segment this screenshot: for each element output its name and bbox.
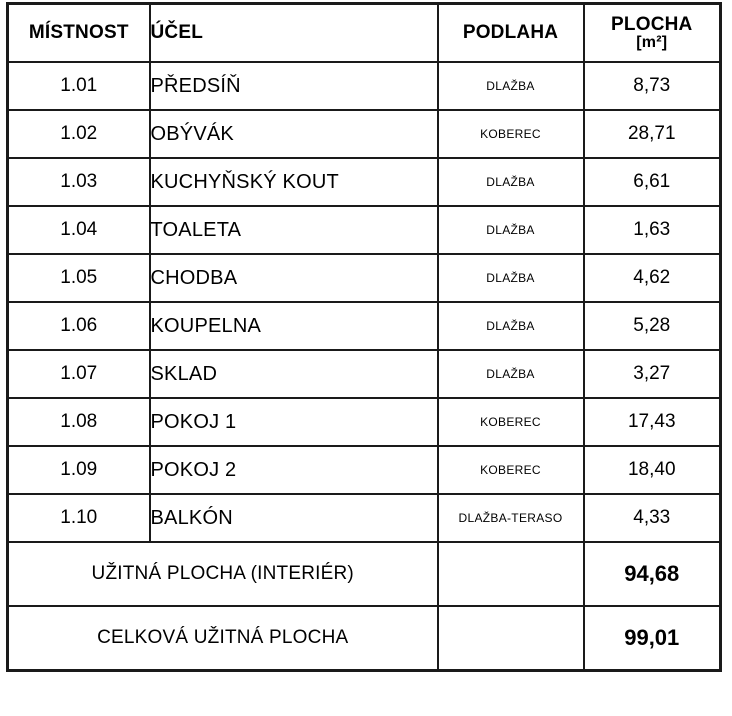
cell-area: 17,43	[584, 398, 721, 446]
column-header-floor: PODLAHA	[438, 4, 584, 63]
cell-floor: DLAŽBA	[438, 158, 584, 206]
column-header-area-unit: [m²]	[636, 33, 668, 51]
table-row	[8, 350, 721, 398]
cell-room-number: 1.06	[8, 302, 150, 350]
cell-room-number: 1.10	[8, 494, 150, 542]
cell-area: 6,61	[584, 158, 721, 206]
column-header-room-number: MÍSTNOST	[8, 4, 150, 63]
cell-room-number: 1.08	[8, 398, 150, 446]
room-schedule-table	[6, 2, 722, 672]
cell-floor: DLAŽBA-TERASO	[438, 494, 584, 542]
table-row	[8, 62, 721, 110]
cell-room-number: 1.07	[8, 350, 150, 398]
cell-area: 4,62	[584, 254, 721, 302]
summary-blank-cell	[438, 542, 584, 606]
table-header	[8, 4, 721, 63]
summary-row-total	[8, 606, 721, 671]
header-row	[8, 4, 721, 63]
summary-blank-cell	[438, 606, 584, 671]
cell-area: 8,73	[584, 62, 721, 110]
summary-row-interior	[8, 542, 721, 606]
cell-area: 28,71	[584, 110, 721, 158]
room-schedule-sheet	[0, 2, 732, 716]
cell-area: 5,28	[584, 302, 721, 350]
cell-floor: DLAŽBA	[438, 350, 584, 398]
cell-floor: KOBEREC	[438, 446, 584, 494]
table-row	[8, 110, 721, 158]
cell-area: 4,33	[584, 494, 721, 542]
cell-room-number: 1.01	[8, 62, 150, 110]
cell-room-number: 1.04	[8, 206, 150, 254]
table-row	[8, 158, 721, 206]
table-body	[8, 62, 721, 671]
cell-floor: DLAŽBA	[438, 254, 584, 302]
cell-area: 3,27	[584, 350, 721, 398]
cell-floor: DLAŽBA	[438, 302, 584, 350]
cell-purpose: POKOJ 2	[150, 446, 438, 494]
cell-purpose: BALKÓN	[150, 494, 438, 542]
cell-purpose: PŘEDSÍŇ	[150, 62, 438, 110]
table-row	[8, 494, 721, 542]
column-header-area	[584, 4, 721, 63]
cell-purpose: POKOJ 1	[150, 398, 438, 446]
column-header-area-label: PLOCHA	[611, 13, 693, 35]
cell-area: 1,63	[584, 206, 721, 254]
cell-purpose: SKLAD	[150, 350, 438, 398]
cell-room-number: 1.03	[8, 158, 150, 206]
cell-purpose: KOUPELNA	[150, 302, 438, 350]
cell-floor: KOBEREC	[438, 398, 584, 446]
cell-floor: KOBEREC	[438, 110, 584, 158]
table-row	[8, 398, 721, 446]
summary-area-interior: 94,68	[584, 542, 721, 606]
table-row	[8, 302, 721, 350]
table-row	[8, 254, 721, 302]
summary-label-total: CELKOVÁ UŽITNÁ PLOCHA	[8, 606, 438, 671]
cell-purpose: CHODBA	[150, 254, 438, 302]
column-header-purpose: ÚČEL	[150, 4, 438, 63]
cell-room-number: 1.02	[8, 110, 150, 158]
summary-area-total: 99,01	[584, 606, 721, 671]
cell-purpose: KUCHYŇSKÝ KOUT	[150, 158, 438, 206]
cell-area: 18,40	[584, 446, 721, 494]
table-row	[8, 206, 721, 254]
cell-floor: DLAŽBA	[438, 206, 584, 254]
cell-purpose: OBÝVÁK	[150, 110, 438, 158]
summary-label-interior: UŽITNÁ PLOCHA (INTERIÉR)	[8, 542, 438, 606]
cell-floor: DLAŽBA	[438, 62, 584, 110]
cell-room-number: 1.09	[8, 446, 150, 494]
table-row	[8, 446, 721, 494]
cell-purpose: TOALETA	[150, 206, 438, 254]
cell-room-number: 1.05	[8, 254, 150, 302]
